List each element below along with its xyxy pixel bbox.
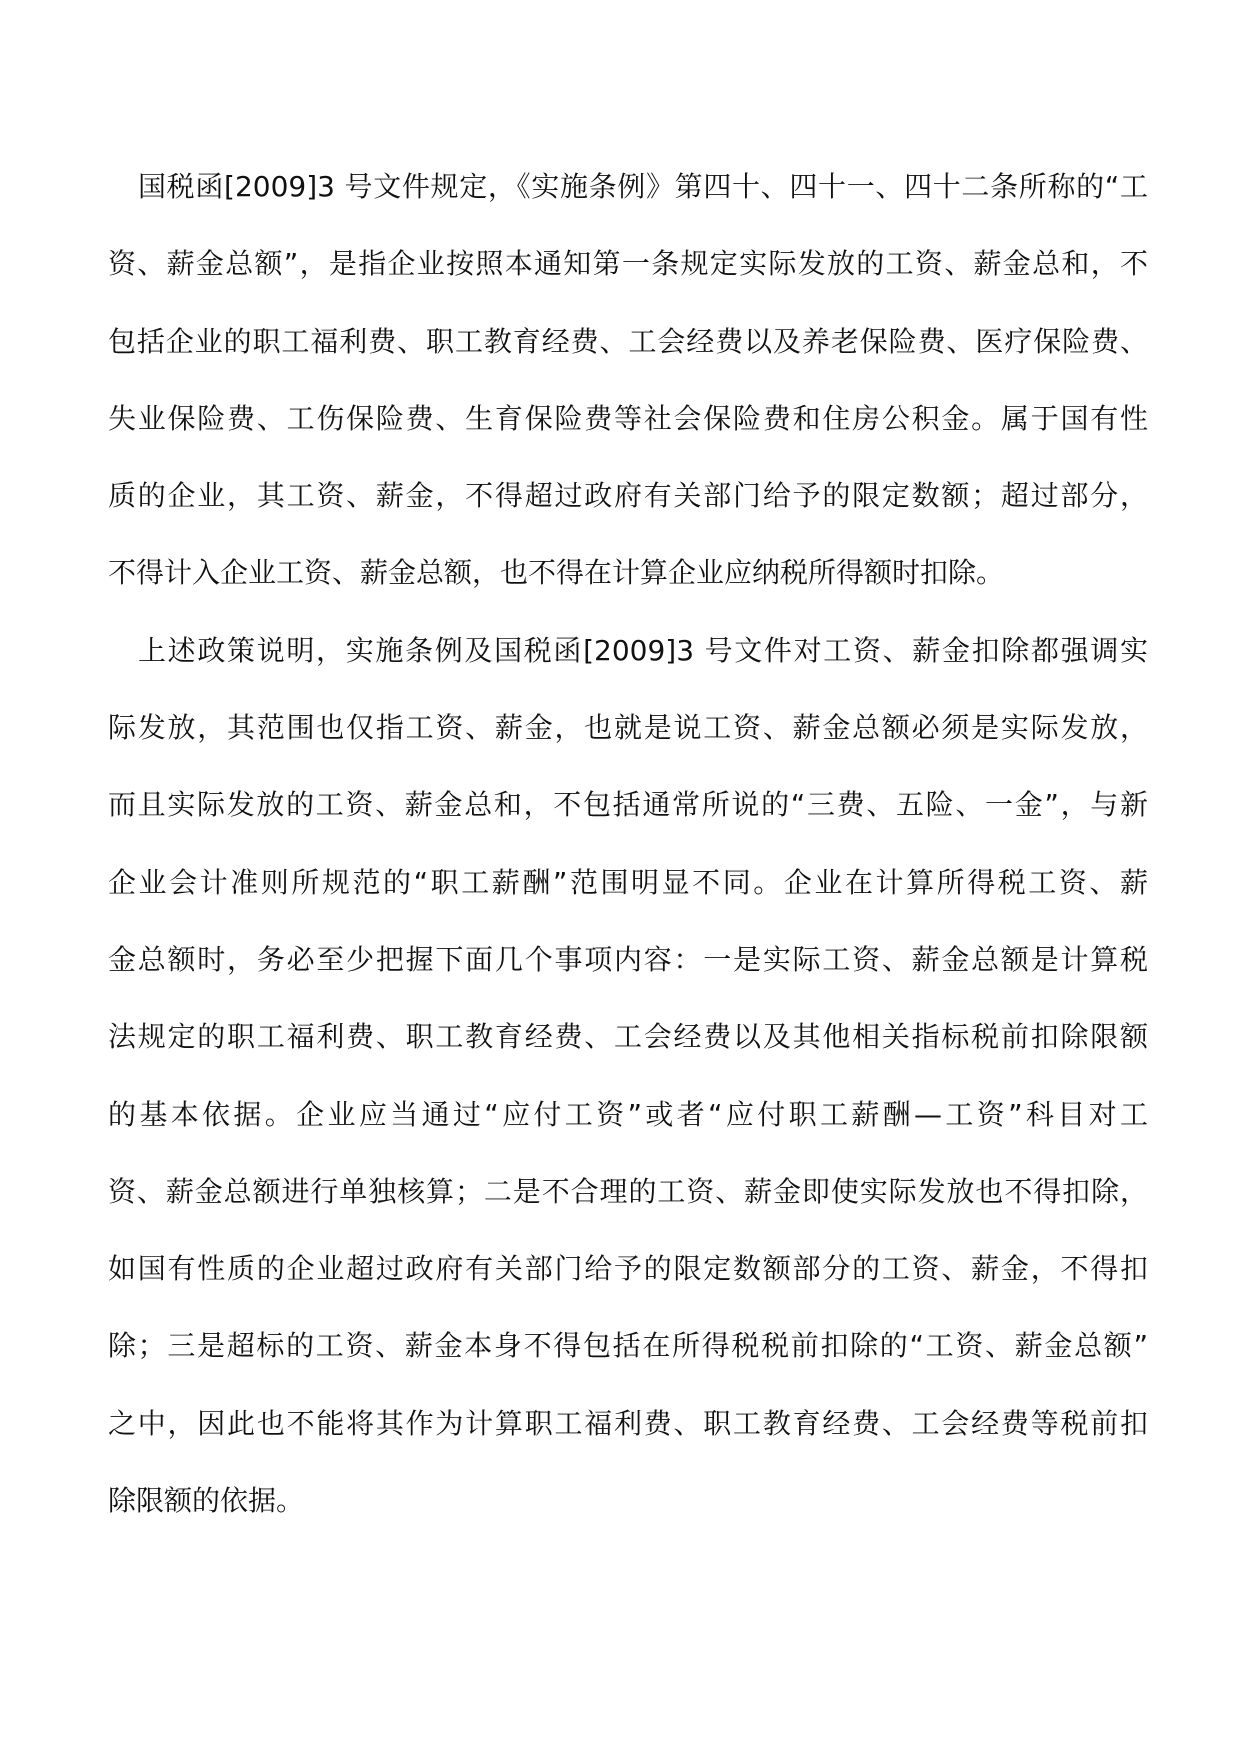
paragraph-line: 企业会计准则所规范的“职工薪酬”范围明显不同。企业在计算所得税工资、薪 (108, 865, 1148, 899)
paragraph-line: 如国有性质的企业超过政府有关部门给予的限定数额部分的工资、薪金，不得扣 (108, 1252, 1148, 1286)
document-body (108, 148, 1148, 1539)
paragraph-line: 质的企业，其工资、薪金，不得超过政府有关部门给予的限定数额；超过部分， (108, 479, 1148, 513)
paragraph-line: 而且实际发放的工资、薪金总和，不包括通常所说的“三费、五险、一金”，与新 (108, 788, 1148, 822)
paragraph-line: 失业保险费、工伤保险费、生育保险费等社会保险费和住房公积金。属于国有性 (108, 401, 1148, 435)
paragraph-line: 法规定的职工福利费、职工教育经费、工会经费以及其他相关指标税前扣除限额 (108, 1020, 1148, 1054)
paragraph-line: 上述政策说明，实施条例及国税函[2009]3 号文件对工资、薪金扣除都强调实 (138, 633, 1148, 667)
paragraph-line: 之中，因此也不能将其作为计算职工福利费、职工教育经费、工会经费等税前扣 (108, 1406, 1148, 1440)
paragraph-line: 的基本依据。企业应当通过“应付工资”或者“应付职工薪酬—工资”科目对工 (108, 1097, 1148, 1131)
paragraph-line: 除；三是超标的工资、薪金本身不得包括在所得税税前扣除的“工资、薪金总额” (108, 1329, 1148, 1363)
paragraph-line: 资、薪金总额进行单独核算；二是不合理的工资、薪金即使实际发放也不得扣除， (108, 1174, 1148, 1208)
paragraph-1 (108, 148, 1148, 612)
paragraph-line: 除限额的依据。 (108, 1484, 305, 1518)
paragraph-line: 包括企业的职工福利费、职工教育经费、工会经费以及养老保险费、医疗保险费、 (108, 324, 1148, 358)
paragraph-line: 资、薪金总额”，是指企业按照本通知第一条规定实际发放的工资、薪金总和，不 (108, 247, 1148, 281)
paragraph-line: 际发放，其范围也仅指工资、薪金，也就是说工资、薪金总额必须是实际发放， (108, 711, 1148, 745)
paragraph-line: 不得计入企业工资、薪金总额，也不得在计算企业应纳税所得额时扣除。 (108, 556, 1005, 590)
paragraph-line: 金总额时，务必至少把握下面几个事项内容：一是实际工资、薪金总额是计算税 (108, 942, 1148, 976)
paragraph-2 (108, 612, 1148, 1540)
paragraph-line: 国税函[2009]3 号文件规定，《实施条例》第四十、四十一、四十二条所称的“工 (138, 170, 1148, 203)
